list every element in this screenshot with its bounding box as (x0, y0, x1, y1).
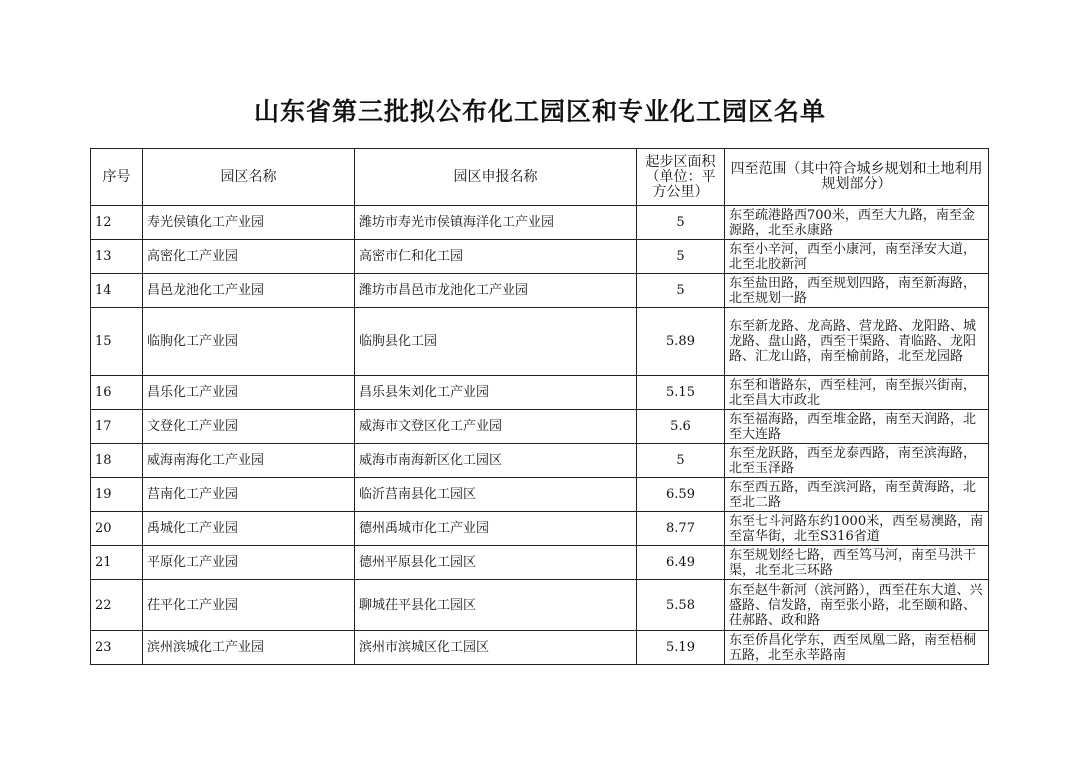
cell-park-name: 禹城化工产业园 (143, 512, 355, 546)
cell-range: 东至和谐路东，西至桂河，南至振兴街南，北至昌大市政北 (725, 376, 989, 410)
cell-seq: 13 (91, 240, 143, 274)
cell-report-name: 聊城茌平县化工园区 (355, 580, 637, 631)
header-park-name: 园区名称 (143, 149, 355, 206)
cell-seq: 15 (91, 308, 143, 376)
cell-area: 5 (637, 444, 725, 478)
cell-area: 5.89 (637, 308, 725, 376)
cell-report-name: 德州平原县化工园区 (355, 546, 637, 580)
page-title: 山东省第三批拟公布化工园区和专业化工园区名单 (253, 97, 826, 126)
cell-report-name: 威海市南海新区化工园区 (355, 444, 637, 478)
cell-seq: 14 (91, 274, 143, 308)
table-row (91, 206, 989, 240)
cell-park-name: 寿光侯镇化工产业园 (143, 206, 355, 240)
cell-park-name: 临朐化工产业园 (143, 308, 355, 376)
cell-seq: 17 (91, 410, 143, 444)
table-row (91, 478, 989, 512)
table-row (91, 274, 989, 308)
table-row (91, 376, 989, 410)
cell-range: 东至盐田路，西至规划四路，南至新海路，北至规划一路 (725, 274, 989, 308)
cell-range: 东至龙跃路，西至龙泰西路，南至滨海路，北至玉泽路 (725, 444, 989, 478)
table-row (91, 580, 989, 631)
cell-park-name: 昌邑龙池化工产业园 (143, 274, 355, 308)
cell-park-name: 威海南海化工产业园 (143, 444, 355, 478)
cell-seq: 23 (91, 631, 143, 665)
cell-area: 6.49 (637, 546, 725, 580)
cell-park-name: 文登化工产业园 (143, 410, 355, 444)
cell-park-name: 平原化工产业园 (143, 546, 355, 580)
cell-park-name: 高密化工产业园 (143, 240, 355, 274)
cell-seq: 21 (91, 546, 143, 580)
cell-report-name: 潍坊市寿光市侯镇海洋化工产业园 (355, 206, 637, 240)
table-row (91, 546, 989, 580)
table-header-row (91, 149, 989, 206)
cell-report-name: 威海市文登区化工产业园 (355, 410, 637, 444)
table-row (91, 410, 989, 444)
cell-range: 东至疏港路西700米，西至大九路，南至金源路，北至永康路 (725, 206, 989, 240)
cell-seq: 18 (91, 444, 143, 478)
cell-report-name: 滨州市滨城区化工园区 (355, 631, 637, 665)
header-seq: 序号 (91, 149, 143, 206)
cell-range: 东至新龙路、龙高路、营龙路、龙阳路、城龙路、盘山路，西至干渠路、青临路、龙阳路、汇龙山路，南至榆前路，北至龙园路 (725, 308, 989, 376)
header-area: 起步区面积（单位：平方公里） (637, 149, 725, 206)
cell-report-name: 高密市仁和化工园 (355, 240, 637, 274)
cell-report-name: 昌乐县朱刘化工产业园 (355, 376, 637, 410)
cell-range: 东至福海路，西至堆金路，南至天润路，北至大连路 (725, 410, 989, 444)
header-report-name: 园区申报名称 (355, 149, 637, 206)
table-row (91, 240, 989, 274)
cell-area: 5 (637, 206, 725, 240)
cell-area: 5 (637, 274, 725, 308)
cell-report-name: 临沂莒南县化工园区 (355, 478, 637, 512)
cell-seq: 20 (91, 512, 143, 546)
cell-park-name: 滨州滨城化工产业园 (143, 631, 355, 665)
cell-range: 东至七斗河路东约1000米，西至易澳路，南至富华街，北至S316省道 (725, 512, 989, 546)
header-range: 四至范围（其中符合城乡规划和土地利用规划部分） (725, 149, 989, 206)
cell-area: 5 (637, 240, 725, 274)
cell-area: 6.59 (637, 478, 725, 512)
cell-seq: 19 (91, 478, 143, 512)
cell-seq: 16 (91, 376, 143, 410)
park-list-table (90, 148, 989, 665)
table-row (91, 631, 989, 665)
cell-range: 东至西五路，西至滨河路，南至黄海路，北至北二路 (725, 478, 989, 512)
cell-range: 东至赵牛新河（滨河路），西至茌东大道、兴盛路、信发路，南至张小路，北至颐和路、茌郝路、政和路 (725, 580, 989, 631)
cell-park-name: 昌乐化工产业园 (143, 376, 355, 410)
table-row (91, 444, 989, 478)
cell-seq: 22 (91, 580, 143, 631)
table-row (91, 512, 989, 546)
cell-area: 8.77 (637, 512, 725, 546)
cell-report-name: 潍坊市昌邑市龙池化工产业园 (355, 274, 637, 308)
cell-park-name: 茌平化工产业园 (143, 580, 355, 631)
cell-area: 5.58 (637, 580, 725, 631)
cell-park-name: 莒南化工产业园 (143, 478, 355, 512)
table-row (91, 308, 989, 376)
cell-area: 5.19 (637, 631, 725, 665)
cell-report-name: 德州禹城市化工产业园 (355, 512, 637, 546)
cell-range: 东至小辛河，西至小康河，南至泽安大道，北至北胶新河 (725, 240, 989, 274)
cell-range: 东至规划经七路，西至笃马河，南至马洪干渠，北至北三环路 (725, 546, 989, 580)
cell-area: 5.15 (637, 376, 725, 410)
cell-report-name: 临朐县化工园 (355, 308, 637, 376)
cell-seq: 12 (91, 206, 143, 240)
cell-range: 东至侨昌化学东，西至凤凰二路，南至梧桐五路，北至永莘路南 (725, 631, 989, 665)
cell-area: 5.6 (637, 410, 725, 444)
